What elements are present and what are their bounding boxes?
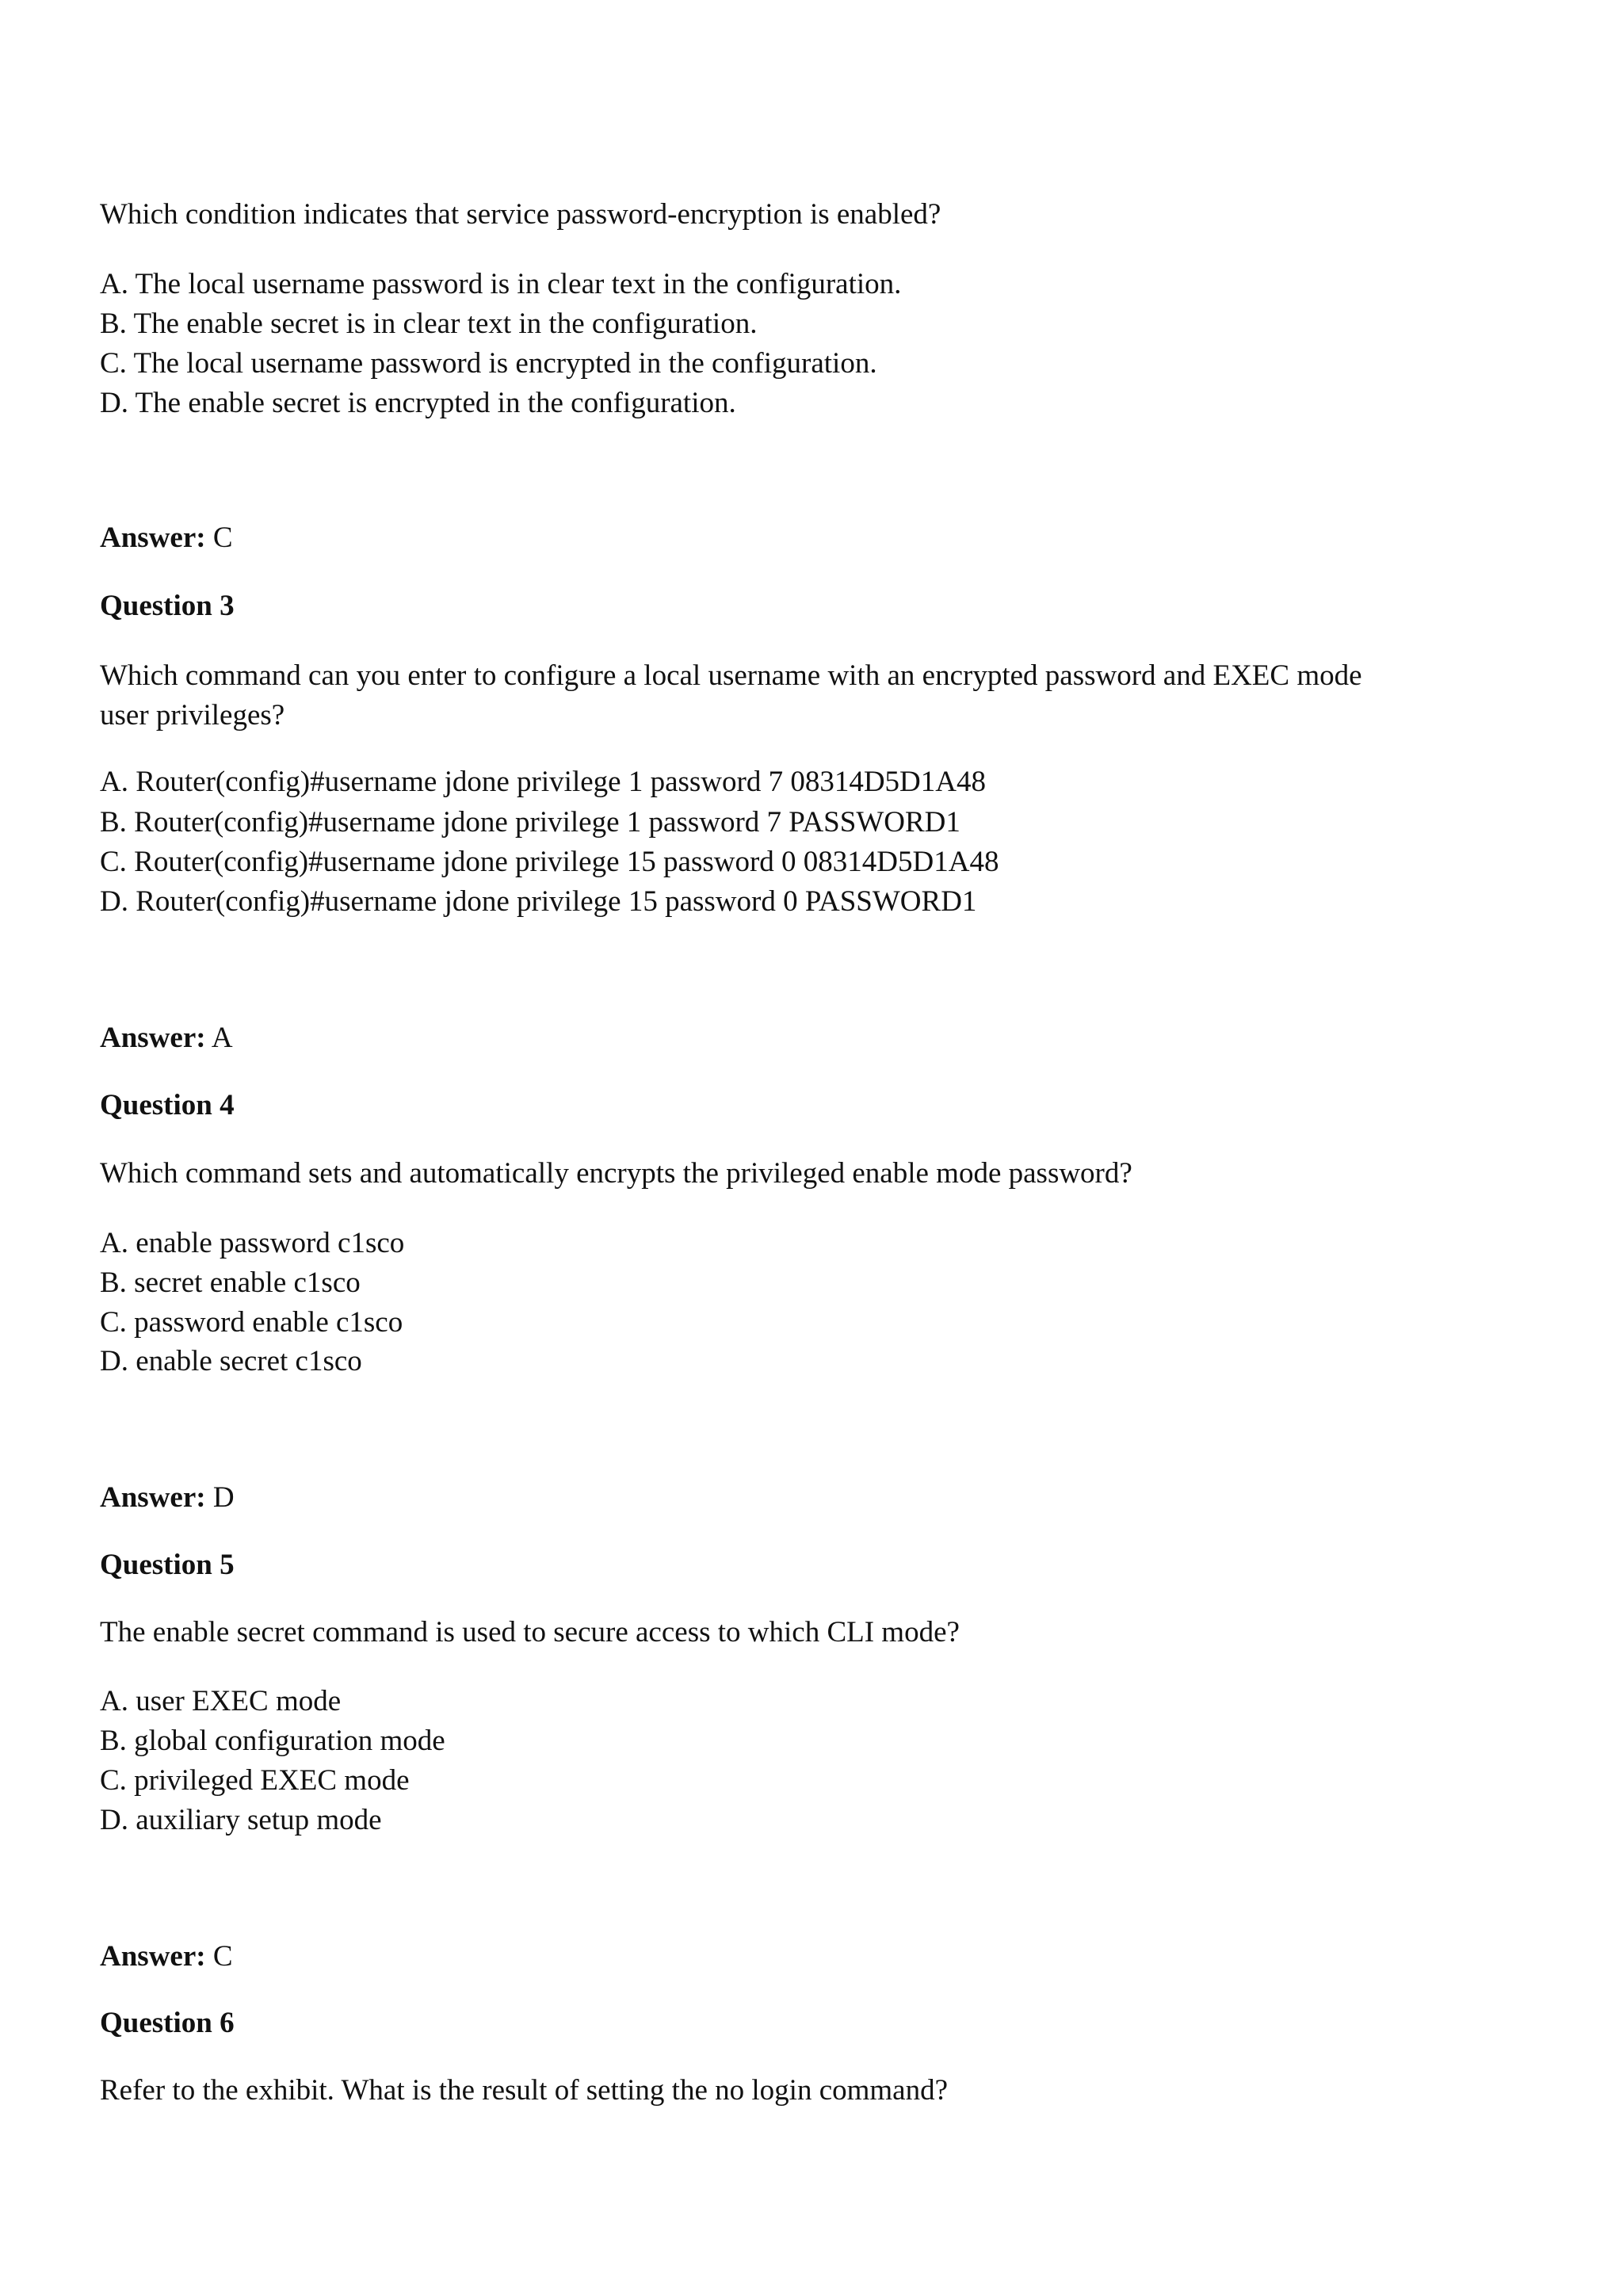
question-3-option-d: D. Router(config)#username jdone privilege 15 password 0 PASSWORD1 xyxy=(100,885,977,918)
question-4-heading: Question 4 xyxy=(100,1089,235,1121)
answer-value: D xyxy=(212,1481,235,1514)
question-5-heading: Question 5 xyxy=(100,1549,235,1581)
question-4-answer xyxy=(100,1479,235,1517)
question-3-answer xyxy=(100,1019,233,1057)
answer-label: Answer: xyxy=(100,1940,206,1973)
question-3-heading: Question 3 xyxy=(100,590,235,622)
question-6-heading: Question 6 xyxy=(100,2007,235,2039)
question-3-text-line1: Which command can you enter to configure a local username with an encrypted password and EXEC mode xyxy=(100,659,1362,692)
question-4-option-c: C. password enable c1sco xyxy=(100,1306,403,1339)
question-6-text: Refer to the exhibit. What is the result of setting the no login command? xyxy=(100,2074,949,2107)
question-3-option-c: C. Router(config)#username jdone privilege 15 password 0 08314D5D1A48 xyxy=(100,846,999,878)
answer-label: Answer: xyxy=(100,1481,206,1514)
question-2-option-c: C. The local username password is encrypted in the configuration. xyxy=(100,347,877,380)
question-5-option-b: B. global configuration mode xyxy=(100,1725,445,1757)
answer-label: Answer: xyxy=(100,521,206,554)
question-3-text-line2: user privileges? xyxy=(100,699,285,732)
question-2-option-d: D. The enable secret is encrypted in the configuration. xyxy=(100,387,736,419)
answer-value: C xyxy=(212,1940,233,1973)
question-2-option-a: A. The local username password is in clear text in the configuration. xyxy=(100,268,902,300)
question-4-option-b: B. secret enable c1sco xyxy=(100,1266,361,1299)
question-2-answer xyxy=(100,519,233,557)
answer-value: A xyxy=(211,1022,233,1054)
question-3-option-a: A. Router(config)#username jdone privilege 1 password 7 08314D5D1A48 xyxy=(100,766,986,798)
answer-label: Answer: xyxy=(100,1022,206,1054)
question-5-answer xyxy=(100,1938,233,1976)
question-4-option-a: A. enable password c1sco xyxy=(100,1227,405,1259)
question-5-option-c: C. privileged EXEC mode xyxy=(100,1764,410,1797)
question-3-option-b: B. Router(config)#username jdone privilege 1 password 7 PASSWORD1 xyxy=(100,806,960,839)
answer-value: C xyxy=(212,521,233,554)
question-4-option-d: D. enable secret c1sco xyxy=(100,1345,362,1377)
question-2-text: Which condition indicates that service password-encryption is enabled? xyxy=(100,198,941,231)
question-5-option-a: A. user EXEC mode xyxy=(100,1685,342,1717)
question-2-option-b: B. The enable secret is in clear text in the configuration. xyxy=(100,308,758,340)
question-5-option-d: D. auxiliary setup mode xyxy=(100,1804,382,1836)
question-4-text: Which command sets and automatically encrypts the privileged enable mode password? xyxy=(100,1157,1132,1190)
question-5-text: The enable secret command is used to secure access to which CLI mode? xyxy=(100,1616,960,1648)
